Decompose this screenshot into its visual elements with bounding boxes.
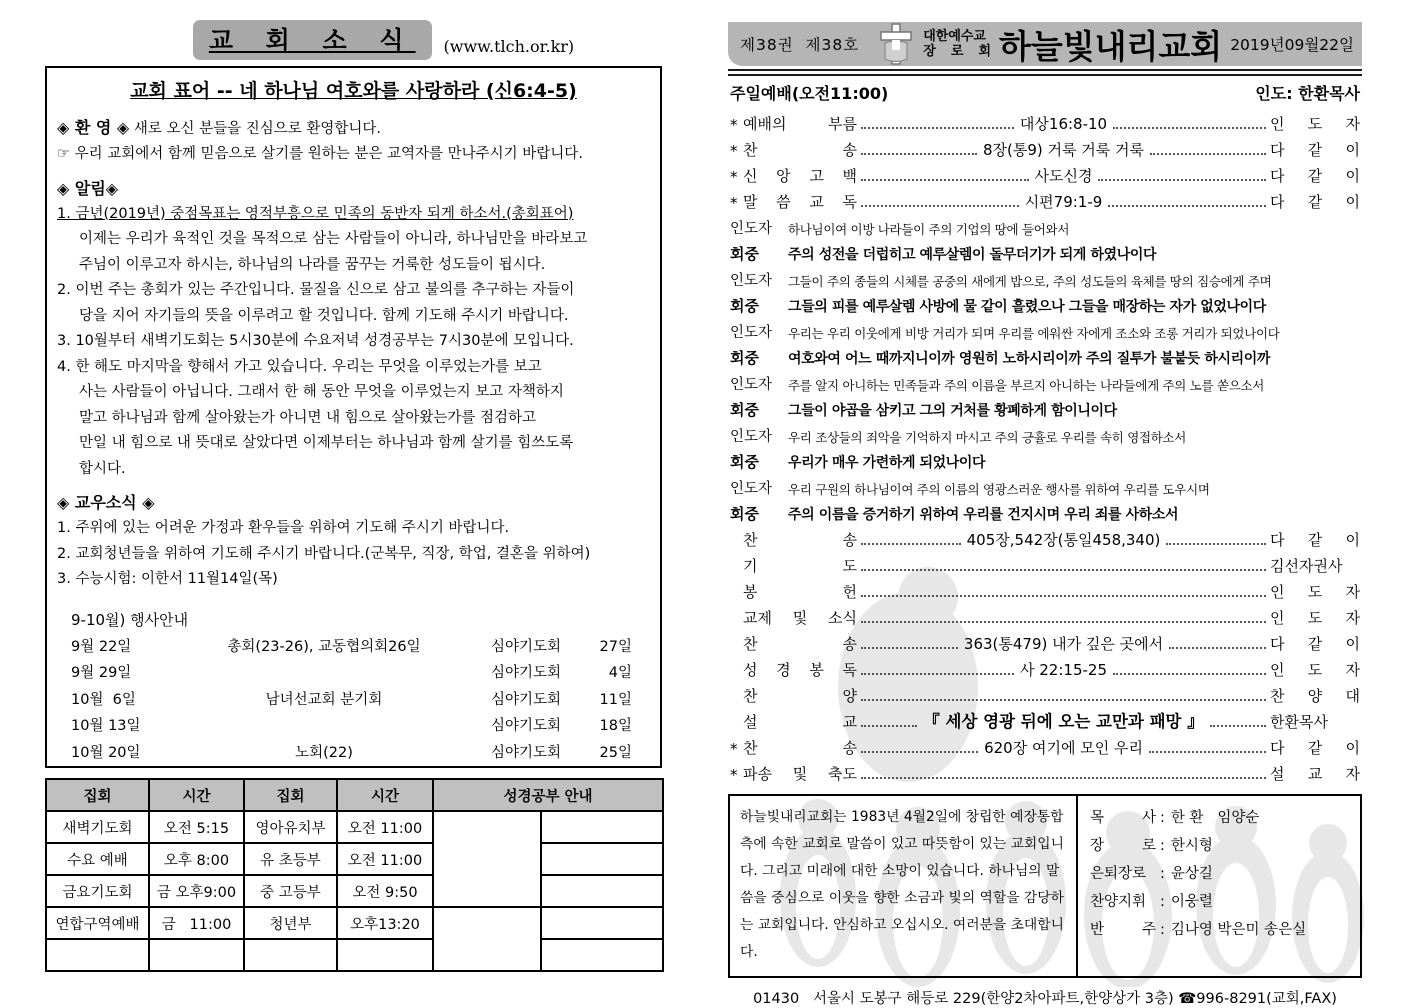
order-item-content: 대상16:8-10 — [1019, 115, 1108, 133]
events-section — [57, 607, 650, 767]
event-date: 10월 6일 — [71, 691, 136, 708]
order-item-label: 교제 및 소식 — [743, 609, 857, 627]
reading-text: 그들이 야곱을 삼키고 그의 거처를 황폐하게 함이니이다 — [788, 403, 1117, 419]
dotted-leader — [861, 621, 1266, 623]
reading-text: 우리는 우리 이웃에게 비방 거리가 되며 우리를 에워싼 자에게 조소와 조롱 거리가 되었나이다 — [788, 326, 1280, 341]
member-news-line: 3. 수능시험: 이한서 11월14일(목) — [57, 571, 278, 587]
reading-role: 인도자 — [730, 273, 773, 289]
bulletin-left-page — [45, 20, 662, 972]
schedule-cell: 중 고등부 — [244, 875, 337, 907]
schedule-cell — [149, 939, 244, 971]
dotted-leader — [1150, 153, 1266, 155]
masthead-bar — [728, 22, 1362, 66]
order-item-label: 예배의 부름 — [743, 115, 857, 133]
reading-text: 우리 조상들의 죄악을 기억하지 마시고 주의 긍휼로 우리를 속히 영접하소서 — [788, 430, 1187, 445]
staff-role: 찬양지휘 — [1090, 894, 1147, 910]
dotted-leader — [1169, 647, 1266, 649]
order-item-label: 찬 송 — [743, 739, 857, 757]
schedule-cell: 오후13:20 — [337, 907, 433, 939]
notice-line: 합시다. — [79, 460, 126, 477]
order-item-performer: 다 같 이 — [1270, 193, 1360, 211]
bible-study-cell — [541, 843, 663, 875]
staff-colon: : — [1160, 894, 1165, 910]
reading-text: 그들의 피를 예루살렘 사방에 물 같이 흘렸으나 그들을 매장하는 자가 없었나이다 — [788, 299, 1266, 315]
notice-line: 3. 10월부터 새벽기도회는 5시30분에 수요저녁 성경공부는 7시30분에 모입니다. — [57, 333, 574, 349]
reading-role: 인도자 — [730, 325, 773, 341]
order-item-performer: 설 교 자 — [1270, 765, 1360, 783]
masthead-divider — [728, 69, 1362, 76]
event-name — [176, 660, 472, 687]
staff-role: 은퇴장로 — [1090, 866, 1147, 882]
night-prayer-day: 4일 — [604, 665, 632, 681]
night-prayer-label: 심야기도회 — [490, 718, 562, 734]
dotted-leader — [1108, 205, 1266, 207]
order-item-content: 사도신경 — [1034, 167, 1093, 185]
news-box — [45, 66, 662, 768]
reading-role: 회중 — [730, 297, 759, 315]
denomination-line1: 대한예수교 — [923, 29, 986, 44]
order-item-label: 찬 양 — [743, 687, 857, 705]
dotted-leader — [861, 569, 1266, 571]
reading-role: 인도자 — [730, 429, 773, 445]
bulletin-right-page — [728, 22, 1362, 1008]
order-item-content: 사 22:15-25 — [1020, 661, 1107, 679]
schedule-header-cell: 성경공부 안내 — [433, 779, 663, 811]
schedule-cell — [244, 939, 337, 971]
order-item-label: 성 경 봉 독 — [743, 661, 857, 679]
church-name: 하늘빛내리교회 — [999, 26, 1223, 66]
order-item-label: 찬 송 — [743, 141, 857, 159]
dotted-leader — [861, 751, 978, 753]
service-leader: 인도: 한환목사 — [1255, 84, 1360, 103]
order-item-performer: 다 같 이 — [1270, 167, 1360, 185]
schedule-cell: 오전 5:15 — [149, 811, 244, 843]
member-news-line: 1. 주위에 있는 어려운 가정과 환우들을 위하여 기도해 주시기 바랍니다. — [57, 520, 510, 536]
night-prayer-day: 18일 — [599, 718, 632, 734]
reading-role: 인도자 — [730, 481, 773, 497]
table-row — [46, 843, 663, 875]
notice-list — [57, 202, 650, 483]
responsive-reading-row — [728, 264, 1362, 290]
worship-order-row — [728, 576, 1362, 602]
church-news-title: 교 회 소 식 — [208, 26, 416, 55]
worship-order-row — [728, 732, 1362, 758]
star-marker: * — [730, 168, 738, 186]
night-prayer-day: 25일 — [599, 744, 632, 761]
staff-colon: : — [1160, 922, 1165, 938]
responsive-reading-row — [728, 368, 1362, 394]
event-row — [57, 634, 650, 661]
staff-row — [1090, 860, 1352, 888]
church-address: 01430 서울시 도봉구 해등로 229(한양2차아파트,한양상가 3층) ☎996-8291(교회,FAX) — [753, 991, 1337, 1007]
reading-role: 회중 — [730, 349, 759, 367]
dotted-leader — [861, 543, 961, 545]
order-item-content: 8장(통9) 거룩 거룩 거룩 — [982, 141, 1145, 159]
responsive-reading-row — [728, 394, 1362, 420]
church-intro-text: 하늘빛내리교회는 1983년 4월2일에 창립한 예장통합 측에 속한 교회로 말씀이 있고 따뜻함이 있는 교회입니다. 그리고 미래에 대한 소망이 있습니다. 하나님의 말씀을 중심으로 이웃을 향한 소금과 빛의 역할을 감당하는 교회입니다. 안심하고 오십시오. 여러분을 초대합니다. — [730, 796, 1078, 976]
church-motto: 교회 표어 -- 네 하나님 여호와를 사랑하라 (신6:4-5) — [130, 80, 577, 102]
staff-name: 한시형 — [1170, 838, 1213, 854]
reading-role: 인도자 — [730, 377, 773, 393]
event-date: 10월 20일 — [71, 744, 141, 761]
dotted-leader — [861, 725, 917, 727]
staff-role: 반 주 — [1090, 922, 1156, 938]
night-prayer-day: 27일 — [599, 638, 632, 655]
worship-order-row — [728, 160, 1362, 186]
reading-text: 여호와여 어느 때까지니이까 영원히 노하시리이까 주의 질투가 불붙듯 하시리이까 — [788, 351, 1271, 367]
service-header — [728, 80, 1362, 108]
schedule-cell — [46, 939, 149, 971]
worship-order-row — [728, 628, 1362, 654]
responsive-reading-row — [728, 472, 1362, 498]
volume-issue: 제38권 제38호 — [740, 36, 860, 54]
dotted-leader — [861, 699, 1266, 701]
schedule-cell: 오후 8:00 — [149, 843, 244, 875]
table-row — [46, 875, 663, 907]
event-row — [57, 687, 650, 714]
responsive-reading-row — [728, 498, 1362, 524]
reading-text: 주의 이름을 증거하기 위하여 우리를 건지시며 우리 죄를 사하소서 — [788, 507, 1179, 523]
order-item-content: 『 세상 영광 뒤에 오는 교만과 패망 』 — [923, 712, 1204, 731]
staff-role: 목 사 — [1090, 810, 1156, 826]
event-row — [57, 660, 650, 687]
member-news-list — [57, 516, 650, 593]
events-title: 9-10월) 행사안내 — [71, 610, 189, 629]
dotted-leader — [861, 673, 1014, 675]
order-item-content: 363(통479) 내가 깊은 곳에서 — [963, 635, 1164, 653]
order-item-label: 기 도 — [743, 557, 857, 575]
staff-name: 윤상길 — [1170, 866, 1213, 882]
responsive-reading-row — [728, 316, 1362, 342]
table-row — [46, 907, 663, 939]
event-name — [176, 713, 472, 740]
church-website-url: (www.tlch.or.kr) — [443, 37, 575, 56]
staff-list — [1078, 796, 1360, 976]
dotted-leader — [861, 777, 1266, 779]
notice-line: 주님이 이루고자 하시는, 하나님의 나라를 꿈꾸는 거룩한 성도들이 됩시다. — [79, 256, 546, 273]
responsive-reading-row — [728, 420, 1362, 446]
order-item-performer: 인 도 자 — [1270, 661, 1360, 679]
responsive-reading-row — [728, 446, 1362, 472]
bible-study-cell — [541, 811, 663, 843]
schedule-cell: 연합구역예배 — [46, 907, 149, 939]
cross-and-scroll-icon — [877, 23, 915, 65]
dotted-leader — [1149, 751, 1266, 753]
bible-study-cell — [433, 907, 541, 971]
staff-colon: : — [1160, 810, 1165, 826]
worship-order-list — [728, 108, 1362, 784]
dotted-leader — [861, 127, 1014, 129]
order-item-performer: 인 도 자 — [1270, 115, 1361, 133]
schedule-cell: 오전 9:50 — [337, 875, 433, 907]
schedule-cell: 새벽기도회 — [46, 811, 149, 843]
schedule-header-cell: 시간 — [337, 779, 433, 811]
order-item-performer: 김선자권사 — [1270, 557, 1343, 575]
event-date: 10월 13일 — [71, 718, 141, 734]
reading-text: 주의 성전을 더럽히고 예루살렘이 돌무더기가 되게 하였나이다 — [788, 247, 1157, 263]
responsive-reading-row — [728, 238, 1362, 264]
dotted-leader — [1210, 725, 1266, 727]
schedule-cell: 오전 11:00 — [337, 811, 433, 843]
church-info-box — [728, 794, 1362, 978]
worship-order-row — [728, 758, 1362, 784]
worship-order-row — [728, 602, 1362, 628]
order-item-performer: 다 같 이 — [1270, 635, 1361, 653]
issue-date: 2019년09월22일 — [1230, 36, 1354, 54]
schedule-cell: 금 11:00 — [149, 907, 244, 939]
schedule-cell: 수요 예배 — [46, 843, 149, 875]
welcome-heading: ◈ 환 영 ◈ — [57, 118, 130, 137]
staff-name: 이웅렬 — [1170, 894, 1213, 910]
notice-line: 만일 내 힘으로 내 뜻대로 살았다면 이제부터는 하나님과 함께 살기를 힘쓰도록 — [79, 435, 574, 451]
notice-line: 1. 금년(2019년) 중점목표는 영적부흥으로 민족의 동반자 되게 하소서.(총회표어) — [57, 205, 574, 222]
worship-order-row — [728, 680, 1362, 706]
order-item-label: 찬 송 — [743, 635, 857, 653]
order-item-performer: 한환목사 — [1270, 713, 1328, 731]
order-item-label: 말 씀 교 독 — [743, 193, 857, 211]
member-news-line: 2. 교회청년들을 위하여 기도해 주시기 바랍니다.(군복무, 직장, 학업, 결혼을 위하여) — [57, 545, 591, 562]
event-name: 총회(23-26), 교동협의회26일 — [227, 638, 421, 655]
schedule-header-cell: 집회 — [46, 779, 149, 811]
reading-role: 회중 — [730, 245, 759, 263]
responsive-reading-row — [728, 212, 1362, 238]
staff-row — [1090, 804, 1352, 832]
schedule-cell — [337, 939, 433, 971]
dotted-leader — [1113, 127, 1266, 129]
schedule-cell: 금 오후9:00 — [149, 875, 244, 907]
dotted-leader — [1166, 543, 1266, 545]
staff-name: 한 환 임양순 — [1170, 810, 1260, 826]
star-marker: * — [730, 766, 738, 784]
reading-text: 하나님이여 이방 나라들이 주의 기업의 땅에 들어와서 — [788, 222, 1070, 237]
staff-row — [1090, 916, 1352, 944]
schedule-cell: 오전 11:00 — [337, 843, 433, 875]
event-row — [57, 740, 650, 767]
event-date: 9월 29일 — [71, 665, 132, 681]
events-list — [57, 634, 650, 767]
notice-heading: ◈ 알림◈ — [57, 178, 119, 198]
staff-colon: : — [1160, 838, 1165, 854]
left-page-header — [105, 20, 662, 60]
dotted-leader — [861, 205, 1019, 207]
event-date: 9월 22일 — [71, 638, 132, 655]
notice-line: 말고 하나님과 함께 살아왔는가 아니면 내 힘으로 살아왔는가를 점검하고 — [79, 409, 537, 426]
order-item-label: 파송 및 축도 — [743, 765, 857, 783]
order-item-content: 405장,542장(통일458,340) — [966, 531, 1161, 549]
schedule-header-row — [46, 779, 663, 811]
dotted-leader — [861, 153, 977, 155]
worship-order-row — [728, 186, 1362, 212]
welcome-line2: ☞ 우리 교회에서 함께 믿음으로 살기를 원하는 분은 교역자를 만나주시기 바랍니다. — [57, 146, 583, 162]
worship-order-row — [728, 706, 1362, 732]
star-marker: * — [730, 740, 738, 758]
reading-text: 우리가 매우 가련하게 되었나이다 — [788, 455, 986, 471]
dotted-leader — [1098, 179, 1266, 181]
order-item-content: 시편79:1-9 — [1024, 193, 1103, 211]
order-item-performer: 다 같 이 — [1270, 531, 1361, 549]
worship-order-row — [728, 524, 1362, 550]
bible-study-cell — [541, 939, 663, 971]
event-name: 남녀선교회 분기회 — [265, 691, 383, 708]
order-item-performer: 다 같 이 — [1270, 739, 1361, 757]
welcome-line — [57, 115, 650, 142]
star-marker: * — [730, 142, 738, 160]
order-item-label: 설 교 — [743, 713, 857, 731]
staff-row — [1090, 832, 1352, 860]
event-row — [57, 713, 650, 740]
worship-order-row — [728, 108, 1362, 134]
notice-line: 이제는 우리가 육적인 것을 목적으로 삼는 사람들이 아니라, 하나님만을 바라보고 — [79, 231, 588, 247]
dotted-leader — [1113, 673, 1266, 675]
church-news-badge — [193, 20, 432, 60]
order-item-content: 620장 여기에 모인 우리 — [984, 739, 1143, 757]
staff-colon: : — [1160, 866, 1165, 882]
reading-text: 그들이 주의 종들의 시체를 공중의 새에게 밥으로, 주의 성도들의 육체를 땅의 짐승에게 주며 — [788, 274, 1272, 289]
event-name: 노회(22) — [295, 744, 353, 761]
schedule-cell: 청년부 — [244, 907, 337, 939]
order-item-label: 봉 헌 — [743, 583, 857, 601]
dotted-leader — [861, 647, 958, 649]
responsive-reading-row — [728, 290, 1362, 316]
reading-role: 회중 — [730, 505, 759, 523]
schedule-cell: 영아유치부 — [244, 811, 337, 843]
night-prayer-label: 심야기도회 — [490, 638, 562, 655]
table-row — [46, 811, 663, 843]
meeting-schedule-table — [45, 778, 664, 972]
schedule-cell: 금요기도회 — [46, 875, 149, 907]
worship-order-row — [728, 134, 1362, 160]
staff-row — [1090, 888, 1352, 916]
table-row — [46, 939, 663, 971]
schedule-header-cell: 집회 — [244, 779, 337, 811]
news-heading: ◈ 교우소식 ◈ — [57, 493, 155, 512]
denomination-line2: 장 로 회 — [923, 44, 992, 59]
night-prayer-label: 심야기도회 — [490, 691, 562, 708]
order-item-label: 찬 송 — [743, 531, 857, 549]
worship-order-row — [728, 550, 1362, 576]
staff-role: 장 로 — [1090, 838, 1156, 854]
order-item-performer: 인 도 자 — [1270, 609, 1360, 627]
bible-study-cell — [541, 907, 663, 939]
notice-line: 당을 지어 자기들의 뜻을 이루려고 할 것입니다. 함께 기도해 주시기 바랍니다. — [79, 307, 569, 324]
order-item-performer: 인 도 자 — [1270, 583, 1360, 601]
welcome-text: 새로 오신 분들을 진심으로 환영합니다. — [129, 121, 381, 137]
service-title: 주일예배(오전11:00) — [730, 84, 889, 103]
star-marker: * — [730, 194, 738, 212]
reading-text: 주를 알지 아니하는 민족들과 주의 이름을 부르지 아니하는 나라들에게 주의 노를 쏟으소서 — [788, 378, 1265, 393]
reading-text: 우리 구원의 하나님이여 주의 이름의 영광스러운 행사를 위하여 우리를 도우시며 — [788, 482, 1210, 497]
responsive-reading-row — [728, 342, 1362, 368]
worship-order-row — [728, 654, 1362, 680]
staff-name: 김나영 박은미 송은실 — [1170, 922, 1307, 938]
notice-line: 2. 이번 주는 총회가 있는 주간입니다. 물질을 신으로 삼고 불의를 추구하는 자들이 — [57, 282, 575, 298]
reading-role: 회중 — [730, 453, 759, 471]
notice-line: 4. 한 해도 마지막을 향해서 가고 있습니다. 우리는 무엇을 이루었는가를 보고 — [57, 358, 542, 375]
reading-role: 인도자 — [730, 221, 773, 237]
dotted-leader — [861, 179, 1029, 181]
order-item-performer: 다 같 이 — [1270, 141, 1360, 159]
reading-role: 회중 — [730, 401, 759, 419]
night-prayer-day: 11일 — [599, 691, 632, 708]
bible-study-cell — [541, 875, 663, 907]
order-item-label: 신 앙 고 백 — [743, 167, 857, 185]
night-prayer-label: 심야기도회 — [490, 744, 562, 761]
notice-line: 사는 사람들이 아닙니다. 그래서 한 해 동안 무엇을 이루었는지 보고 자책하지 — [79, 384, 564, 400]
schedule-cell: 유 초등부 — [244, 843, 337, 875]
dotted-leader — [861, 595, 1266, 597]
order-item-performer: 찬 양 대 — [1270, 687, 1360, 705]
schedule-header-cell: 시간 — [149, 779, 244, 811]
night-prayer-label: 심야기도회 — [490, 665, 562, 681]
denomination — [923, 29, 991, 59]
star-marker: * — [730, 116, 738, 134]
bible-study-cell — [433, 811, 541, 907]
